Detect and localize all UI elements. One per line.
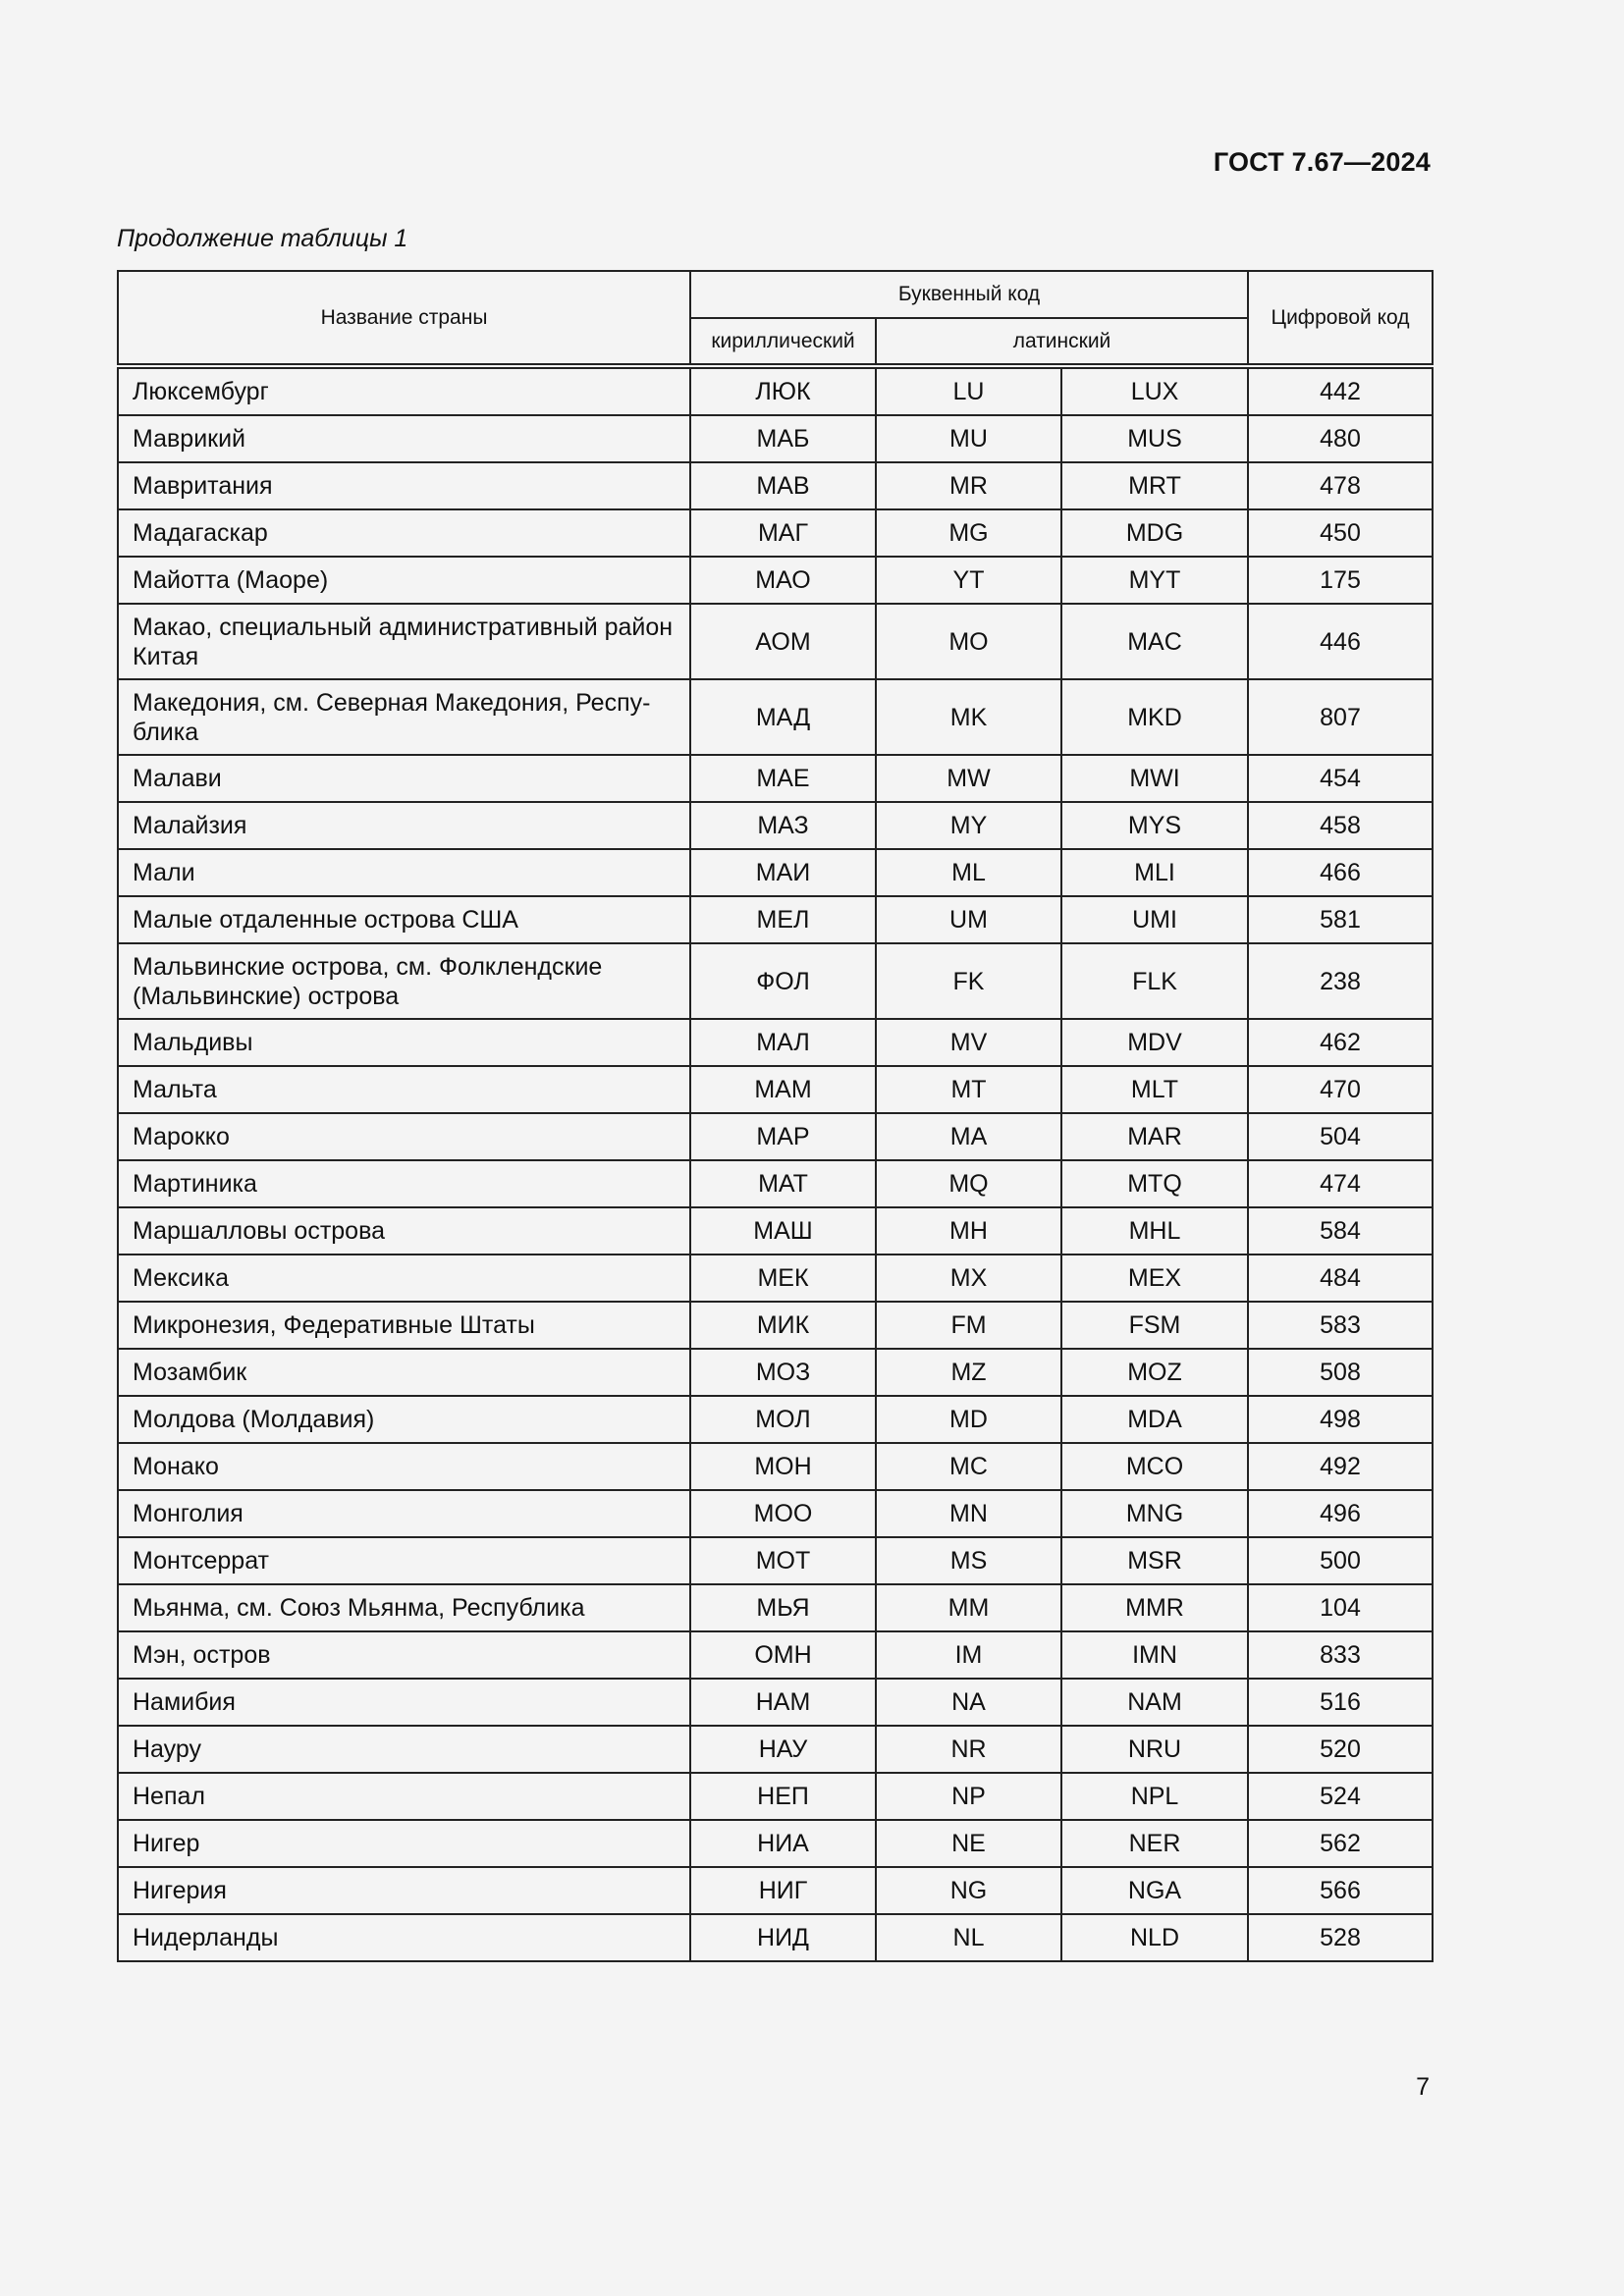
country-name-cell: Монтсеррат [118, 1537, 690, 1584]
numeric-code-cell: 562 [1248, 1820, 1433, 1867]
cyrillic-code-cell: МАР [690, 1113, 876, 1160]
table-row [118, 1584, 1433, 1631]
table-row [118, 462, 1433, 509]
table-row [118, 1773, 1433, 1820]
numeric-code-cell: 466 [1248, 849, 1433, 896]
latin-alpha3-cell: NLD [1061, 1914, 1248, 1961]
latin-alpha2-cell: MG [876, 509, 1061, 557]
country-name-cell: Мадагаскар [118, 509, 690, 557]
table-row [118, 1113, 1433, 1160]
cyrillic-code-cell: МЕК [690, 1255, 876, 1302]
numeric-code-cell: 480 [1248, 415, 1433, 462]
latin-alpha2-cell: FK [876, 943, 1061, 1019]
cyrillic-code-cell: НИД [690, 1914, 876, 1961]
country-name-cell: Нидерланды [118, 1914, 690, 1961]
latin-alpha2-cell: MA [876, 1113, 1061, 1160]
latin-alpha2-cell: MW [876, 755, 1061, 802]
latin-alpha3-cell: MSR [1061, 1537, 1248, 1584]
table-row [118, 802, 1433, 849]
cyrillic-code-cell: ФОЛ [690, 943, 876, 1019]
country-name-cell: Майотта (Маоре) [118, 557, 690, 604]
latin-alpha3-cell: MOZ [1061, 1349, 1248, 1396]
country-codes-table [117, 270, 1434, 1962]
latin-alpha3-cell: IMN [1061, 1631, 1248, 1679]
table-row [118, 604, 1433, 679]
country-name-cell: Намибия [118, 1679, 690, 1726]
table-row [118, 1867, 1433, 1914]
latin-alpha2-cell: IM [876, 1631, 1061, 1679]
cyrillic-code-cell: МАЕ [690, 755, 876, 802]
numeric-code-cell: 446 [1248, 604, 1433, 679]
country-name-cell: Науру [118, 1726, 690, 1773]
latin-alpha3-cell: MDG [1061, 509, 1248, 557]
country-name-cell: Малые отдаленные острова США [118, 896, 690, 943]
latin-alpha3-cell: NPL [1061, 1773, 1248, 1820]
table-row [118, 1066, 1433, 1113]
document-code: ГОСТ 7.67—2024 [1213, 147, 1431, 177]
latin-alpha3-cell: MNG [1061, 1490, 1248, 1537]
latin-alpha3-cell: MCO [1061, 1443, 1248, 1490]
table-row [118, 557, 1433, 604]
numeric-code-cell: 442 [1248, 366, 1433, 415]
latin-alpha2-cell: MX [876, 1255, 1061, 1302]
table-row [118, 415, 1433, 462]
table-row [118, 1302, 1433, 1349]
country-name-cell: Мавритания [118, 462, 690, 509]
latin-alpha3-cell: NAM [1061, 1679, 1248, 1726]
cyrillic-code-cell: МИК [690, 1302, 876, 1349]
country-name-cell: Малайзия [118, 802, 690, 849]
table-row [118, 1160, 1433, 1207]
latin-alpha2-cell: MK [876, 679, 1061, 755]
country-name-cell: Макао, специальный административный район Китая [118, 604, 690, 679]
country-name-cell: Малави [118, 755, 690, 802]
table-row [118, 1019, 1433, 1066]
numeric-code-cell: 520 [1248, 1726, 1433, 1773]
numeric-code-cell: 500 [1248, 1537, 1433, 1584]
cyrillic-code-cell: МОО [690, 1490, 876, 1537]
numeric-code-cell: 462 [1248, 1019, 1433, 1066]
table-row [118, 1679, 1433, 1726]
latin-alpha3-cell: FSM [1061, 1302, 1248, 1349]
table-row [118, 679, 1433, 755]
table-row [118, 1537, 1433, 1584]
latin-alpha2-cell: ML [876, 849, 1061, 896]
cyrillic-code-cell: МАЗ [690, 802, 876, 849]
latin-alpha3-cell: MTQ [1061, 1160, 1248, 1207]
numeric-code-cell: 104 [1248, 1584, 1433, 1631]
latin-alpha2-cell: MR [876, 462, 1061, 509]
column-header-country-name: Название страны [118, 271, 690, 366]
latin-alpha2-cell: MN [876, 1490, 1061, 1537]
latin-alpha2-cell: NR [876, 1726, 1061, 1773]
cyrillic-code-cell: МАВ [690, 462, 876, 509]
latin-alpha2-cell: UM [876, 896, 1061, 943]
latin-alpha2-cell: NP [876, 1773, 1061, 1820]
country-name-cell: Мальдивы [118, 1019, 690, 1066]
numeric-code-cell: 175 [1248, 557, 1433, 604]
cyrillic-code-cell: МАД [690, 679, 876, 755]
table-row [118, 1349, 1433, 1396]
latin-alpha2-cell: MU [876, 415, 1061, 462]
numeric-code-cell: 496 [1248, 1490, 1433, 1537]
latin-alpha2-cell: FM [876, 1302, 1061, 1349]
latin-alpha3-cell: NRU [1061, 1726, 1248, 1773]
cyrillic-code-cell: МАМ [690, 1066, 876, 1113]
cyrillic-code-cell: МАГ [690, 509, 876, 557]
country-name-cell: Мали [118, 849, 690, 896]
latin-alpha3-cell: MDA [1061, 1396, 1248, 1443]
cyrillic-code-cell: МАБ [690, 415, 876, 462]
country-name-cell: Непал [118, 1773, 690, 1820]
latin-alpha2-cell: MZ [876, 1349, 1061, 1396]
latin-alpha2-cell: MM [876, 1584, 1061, 1631]
latin-alpha2-cell: NL [876, 1914, 1061, 1961]
numeric-code-cell: 478 [1248, 462, 1433, 509]
column-header-cyrillic: кириллический [690, 318, 876, 366]
numeric-code-cell: 583 [1248, 1302, 1433, 1349]
table-row [118, 1914, 1433, 1961]
numeric-code-cell: 584 [1248, 1207, 1433, 1255]
country-name-cell: Нигер [118, 1820, 690, 1867]
numeric-code-cell: 566 [1248, 1867, 1433, 1914]
numeric-code-cell: 833 [1248, 1631, 1433, 1679]
country-name-cell: Мартиника [118, 1160, 690, 1207]
latin-alpha2-cell: MD [876, 1396, 1061, 1443]
column-header-letter-code: Буквенный код [690, 271, 1248, 318]
table-row [118, 755, 1433, 802]
country-name-cell: Мьянма, см. Союз Мьянма, Республика [118, 1584, 690, 1631]
country-name-cell: Мальвинские острова, см. Фолклендские (Мальвинские) острова [118, 943, 690, 1019]
latin-alpha3-cell: NGA [1061, 1867, 1248, 1914]
cyrillic-code-cell: МОЗ [690, 1349, 876, 1396]
latin-alpha2-cell: MO [876, 604, 1061, 679]
latin-alpha2-cell: MC [876, 1443, 1061, 1490]
country-name-cell: Мозамбик [118, 1349, 690, 1396]
latin-alpha2-cell: MV [876, 1019, 1061, 1066]
latin-alpha2-cell: YT [876, 557, 1061, 604]
table-row [118, 366, 1433, 415]
country-name-cell: Люксембург [118, 366, 690, 415]
cyrillic-code-cell: МАО [690, 557, 876, 604]
column-header-latin: латинский [876, 318, 1248, 366]
numeric-code-cell: 492 [1248, 1443, 1433, 1490]
table-row [118, 896, 1433, 943]
latin-alpha3-cell: FLK [1061, 943, 1248, 1019]
table-row [118, 1631, 1433, 1679]
cyrillic-code-cell: НАУ [690, 1726, 876, 1773]
cyrillic-code-cell: НАМ [690, 1679, 876, 1726]
table-row [118, 1726, 1433, 1773]
table-row [118, 1396, 1433, 1443]
cyrillic-code-cell: МОЛ [690, 1396, 876, 1443]
latin-alpha2-cell: MY [876, 802, 1061, 849]
numeric-code-cell: 454 [1248, 755, 1433, 802]
latin-alpha2-cell: NE [876, 1820, 1061, 1867]
cyrillic-code-cell: МАТ [690, 1160, 876, 1207]
country-name-cell: Мальта [118, 1066, 690, 1113]
numeric-code-cell: 474 [1248, 1160, 1433, 1207]
numeric-code-cell: 484 [1248, 1255, 1433, 1302]
country-name-cell: Македония, см. Северная Македония, Респу-блика [118, 679, 690, 755]
latin-alpha3-cell: MDV [1061, 1019, 1248, 1066]
latin-alpha2-cell: NG [876, 1867, 1061, 1914]
table-row [118, 1443, 1433, 1490]
numeric-code-cell: 516 [1248, 1679, 1433, 1726]
numeric-code-cell: 458 [1248, 802, 1433, 849]
latin-alpha3-cell: MEX [1061, 1255, 1248, 1302]
numeric-code-cell: 504 [1248, 1113, 1433, 1160]
table-row [118, 1820, 1433, 1867]
latin-alpha2-cell: MH [876, 1207, 1061, 1255]
table-row [118, 1255, 1433, 1302]
numeric-code-cell: 524 [1248, 1773, 1433, 1820]
latin-alpha3-cell: MWI [1061, 755, 1248, 802]
country-name-cell: Микронезия, Федеративные Штаты [118, 1302, 690, 1349]
country-name-cell: Монголия [118, 1490, 690, 1537]
country-name-cell: Нигерия [118, 1867, 690, 1914]
cyrillic-code-cell: АОМ [690, 604, 876, 679]
table-row [118, 849, 1433, 896]
latin-alpha3-cell: MAR [1061, 1113, 1248, 1160]
page-number: 7 [1416, 2073, 1430, 2101]
latin-alpha3-cell: UMI [1061, 896, 1248, 943]
cyrillic-code-cell: МЬЯ [690, 1584, 876, 1631]
cyrillic-code-cell: МОТ [690, 1537, 876, 1584]
table-header [118, 271, 1433, 366]
latin-alpha2-cell: NA [876, 1679, 1061, 1726]
cyrillic-code-cell: НИА [690, 1820, 876, 1867]
latin-alpha3-cell: LUX [1061, 366, 1248, 415]
country-name-cell: Маршалловы острова [118, 1207, 690, 1255]
country-name-cell: Марокко [118, 1113, 690, 1160]
cyrillic-code-cell: НИГ [690, 1867, 876, 1914]
cyrillic-code-cell: МАИ [690, 849, 876, 896]
latin-alpha3-cell: MRT [1061, 462, 1248, 509]
latin-alpha2-cell: MS [876, 1537, 1061, 1584]
table-row [118, 1490, 1433, 1537]
cyrillic-code-cell: МОН [690, 1443, 876, 1490]
latin-alpha3-cell: MYT [1061, 557, 1248, 604]
column-header-numeric-code: Цифровой код [1248, 271, 1433, 366]
numeric-code-cell: 470 [1248, 1066, 1433, 1113]
latin-alpha3-cell: MLT [1061, 1066, 1248, 1113]
latin-alpha3-cell: MLI [1061, 849, 1248, 896]
table-body [118, 366, 1433, 1961]
numeric-code-cell: 807 [1248, 679, 1433, 755]
numeric-code-cell: 508 [1248, 1349, 1433, 1396]
latin-alpha3-cell: MKD [1061, 679, 1248, 755]
cyrillic-code-cell: ЛЮК [690, 366, 876, 415]
latin-alpha2-cell: MQ [876, 1160, 1061, 1207]
latin-alpha3-cell: NER [1061, 1820, 1248, 1867]
cyrillic-code-cell: МЕЛ [690, 896, 876, 943]
country-name-cell: Молдова (Молдавия) [118, 1396, 690, 1443]
numeric-code-cell: 528 [1248, 1914, 1433, 1961]
latin-alpha3-cell: MAC [1061, 604, 1248, 679]
table-row [118, 509, 1433, 557]
latin-alpha3-cell: MMR [1061, 1584, 1248, 1631]
table-row [118, 943, 1433, 1019]
country-name-cell: Монако [118, 1443, 690, 1490]
latin-alpha3-cell: MHL [1061, 1207, 1248, 1255]
latin-alpha3-cell: MUS [1061, 415, 1248, 462]
cyrillic-code-cell: МАЛ [690, 1019, 876, 1066]
numeric-code-cell: 498 [1248, 1396, 1433, 1443]
cyrillic-code-cell: ОМН [690, 1631, 876, 1679]
numeric-code-cell: 581 [1248, 896, 1433, 943]
table-row [118, 1207, 1433, 1255]
numeric-code-cell: 450 [1248, 509, 1433, 557]
cyrillic-code-cell: МАШ [690, 1207, 876, 1255]
numeric-code-cell: 238 [1248, 943, 1433, 1019]
table-caption: Продолжение таблицы 1 [117, 225, 408, 252]
latin-alpha3-cell: MYS [1061, 802, 1248, 849]
latin-alpha2-cell: LU [876, 366, 1061, 415]
latin-alpha2-cell: MT [876, 1066, 1061, 1113]
country-name-cell: Мэн, остров [118, 1631, 690, 1679]
country-name-cell: Маврикий [118, 415, 690, 462]
cyrillic-code-cell: НЕП [690, 1773, 876, 1820]
country-name-cell: Мексика [118, 1255, 690, 1302]
